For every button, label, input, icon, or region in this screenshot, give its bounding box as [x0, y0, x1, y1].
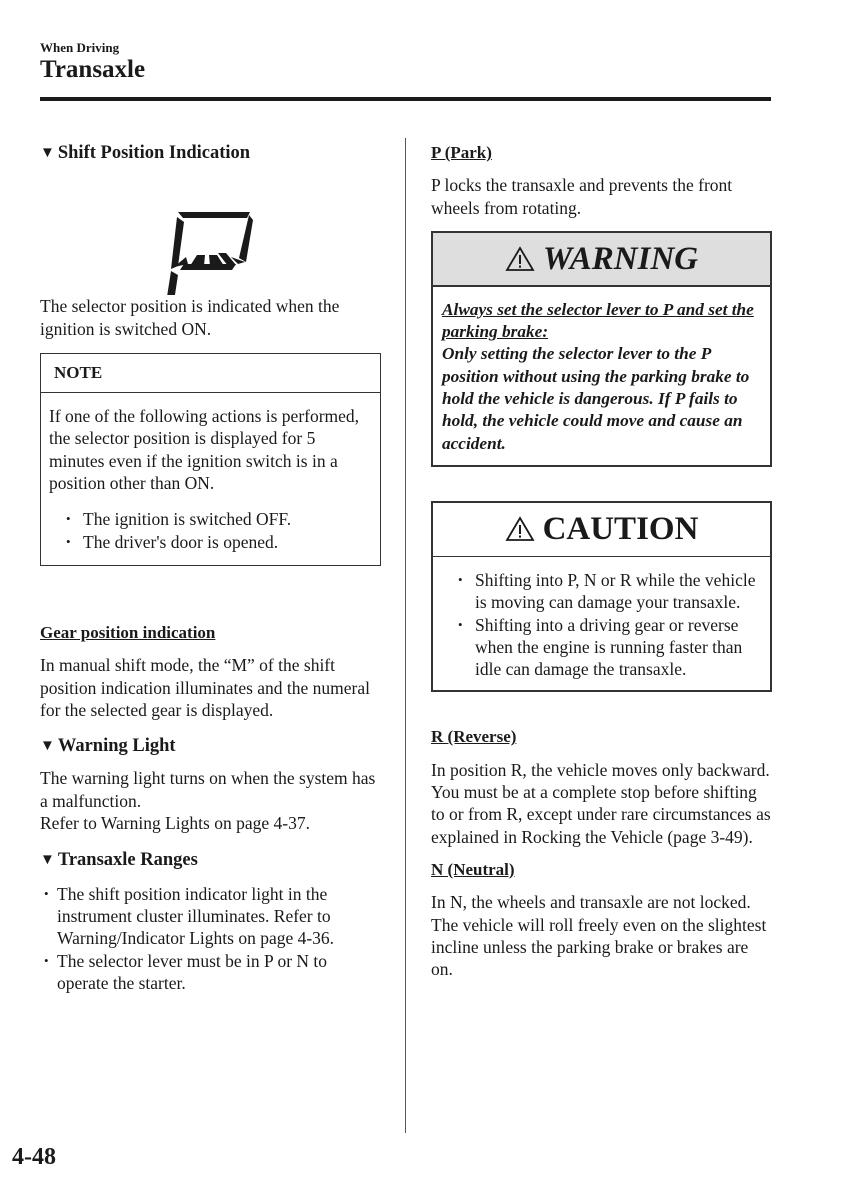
note-box: [40, 353, 381, 566]
reverse-heading: R (Reverse): [431, 727, 517, 747]
section-label: When Driving: [40, 40, 120, 55]
warning-text: Only setting the selector lever to the P position without using the parking brake to hold the vehicle is dangerous. If P fails to hold, the vehicle could move and cause an accident.: [442, 344, 750, 453]
list-item: • The selector lever must be in P or N to operate the starter.: [40, 950, 380, 995]
caution-title: CAUTION: [542, 511, 699, 548]
gear-position-heading: Gear position indication: [40, 622, 216, 642]
neutral-text: In N, the wheels and transaxle are not locked. The vehicle will roll freely even on the slightest incline unless the parking brake or brakes are on.: [431, 892, 767, 980]
list-item: • The driver's door is opened.: [49, 531, 372, 553]
note-text: If one of the following actions is performed, the selector position is displayed for 5 minutes even if the ignition switch is in a position other than ON.: [49, 406, 360, 494]
list-item: • Shifting into P, N or R while the vehicle is moving can damage your transaxle.: [441, 569, 762, 614]
note-label: NOTE: [41, 354, 380, 393]
title-rule: [40, 97, 771, 101]
right-column: [431, 142, 771, 980]
caution-list: [441, 569, 762, 680]
warning-triangle-icon: [505, 246, 535, 272]
warning-light-reference: Refer to Warning Lights on page 4-37.: [40, 813, 310, 834]
neutral-heading: N (Neutral): [431, 859, 515, 879]
page-title: Transaxle: [40, 56, 146, 83]
transaxle-ranges-heading: ▼ Transaxle Ranges: [40, 850, 198, 871]
column-divider: [405, 138, 406, 1133]
transaxle-ranges-list: [40, 883, 380, 994]
list-item: • Shifting into a driving gear or reverse when the engine is running faster than idle can damage the transaxle.: [441, 614, 762, 681]
shift-position-text: The selector position is indicated when the ignition is switched ON.: [40, 296, 340, 339]
list-item: • The shift position indicator light in the instrument cluster illuminates. Refer to Warning/Indicator Lights on page 4-36.: [40, 883, 380, 950]
warning-light-heading: ▼ Warning Light: [40, 736, 176, 757]
shift-position-heading: ▼ Shift Position Indication: [40, 143, 251, 163]
caution-triangle-icon: [505, 516, 535, 542]
park-text: P locks the transaxle and prevents the front wheels from rotating.: [431, 175, 733, 218]
gear-position-text: In manual shift mode, the “M” of the shift position indication illuminates and the numeral for the selected gear is displayed.: [40, 655, 371, 720]
warning-light-text: The warning light turns on when the system has a malfunction.: [40, 768, 376, 811]
page-number: 4-48: [12, 1144, 56, 1170]
triangle-bullet-icon: ▼: [40, 852, 55, 869]
warning-emphasis: Always set the selector lever to P and set the parking brake:: [442, 299, 754, 342]
shift-indicator-figure: [40, 165, 380, 295]
reverse-text: In position R, the vehicle moves only backward. You must be at a complete stop before shifting to or from R, except under rare circumstances as explained in Rocking the Vehicle (page 3-49).: [431, 759, 771, 847]
triangle-bullet-icon: ▼: [40, 145, 55, 161]
park-heading: P (Park): [431, 143, 492, 162]
caution-box: [431, 501, 772, 692]
caution-header: [433, 503, 770, 557]
warning-title: WARNING: [542, 240, 699, 277]
warning-box: [431, 231, 772, 467]
note-list: [49, 508, 372, 553]
list-item: • The ignition is switched OFF.: [49, 508, 372, 530]
left-column: [40, 142, 380, 994]
segment-display-icon: [40, 165, 380, 295]
triangle-bullet-icon: ▼: [40, 738, 55, 755]
warning-header: [433, 233, 770, 287]
